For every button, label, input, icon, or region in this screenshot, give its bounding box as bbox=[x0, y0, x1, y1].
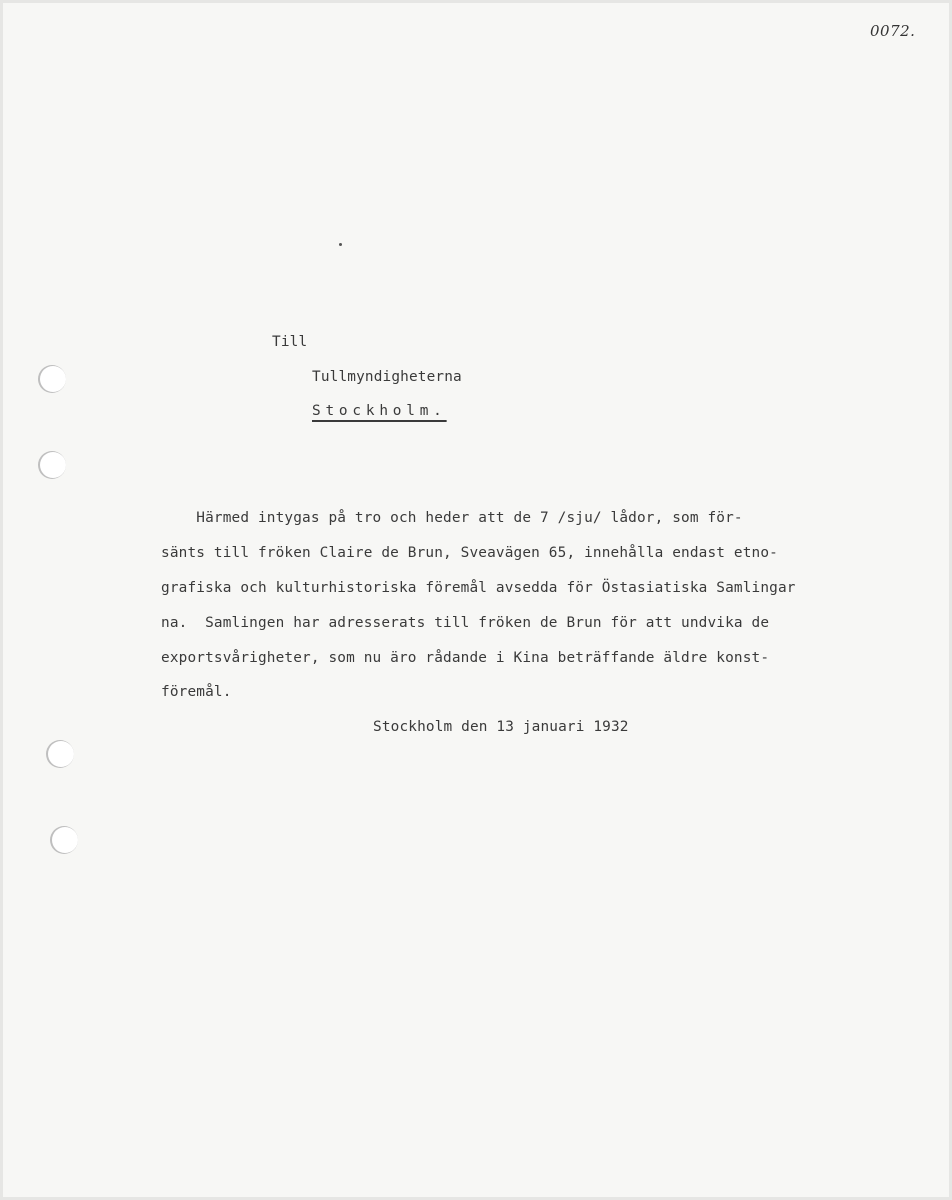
body-line: föremål. bbox=[161, 684, 232, 700]
punch-hole bbox=[40, 452, 66, 478]
punch-hole bbox=[48, 741, 74, 767]
salutation: Till bbox=[272, 334, 308, 350]
body-line: exportsvårigheter, som nu äro rådande i Kina beträffande äldre konst- bbox=[161, 650, 770, 666]
archive-number: 0072. bbox=[870, 22, 916, 40]
body-line: na. Samlingen har adresserats till fröken de Brun för att undvika de bbox=[161, 615, 770, 631]
punch-hole bbox=[40, 366, 66, 392]
body-line: sänts till fröken Claire de Brun, Sveavägen 65, innehålla endast etno- bbox=[161, 545, 778, 561]
place-date: Stockholm den 13 januari 1932 bbox=[373, 719, 629, 735]
punch-hole bbox=[52, 827, 78, 853]
stray-mark bbox=[339, 243, 342, 246]
recipient-authority: Tullmyndigheterna bbox=[312, 369, 462, 385]
recipient-city: Stockholm. bbox=[312, 403, 447, 419]
body-line: Härmed intygas på tro och heder att de 7 /sju/ lådor, som för- bbox=[161, 510, 743, 526]
body-line: grafiska och kulturhistoriska föremål avsedda för Östasiatiska Samlingar bbox=[161, 580, 796, 596]
